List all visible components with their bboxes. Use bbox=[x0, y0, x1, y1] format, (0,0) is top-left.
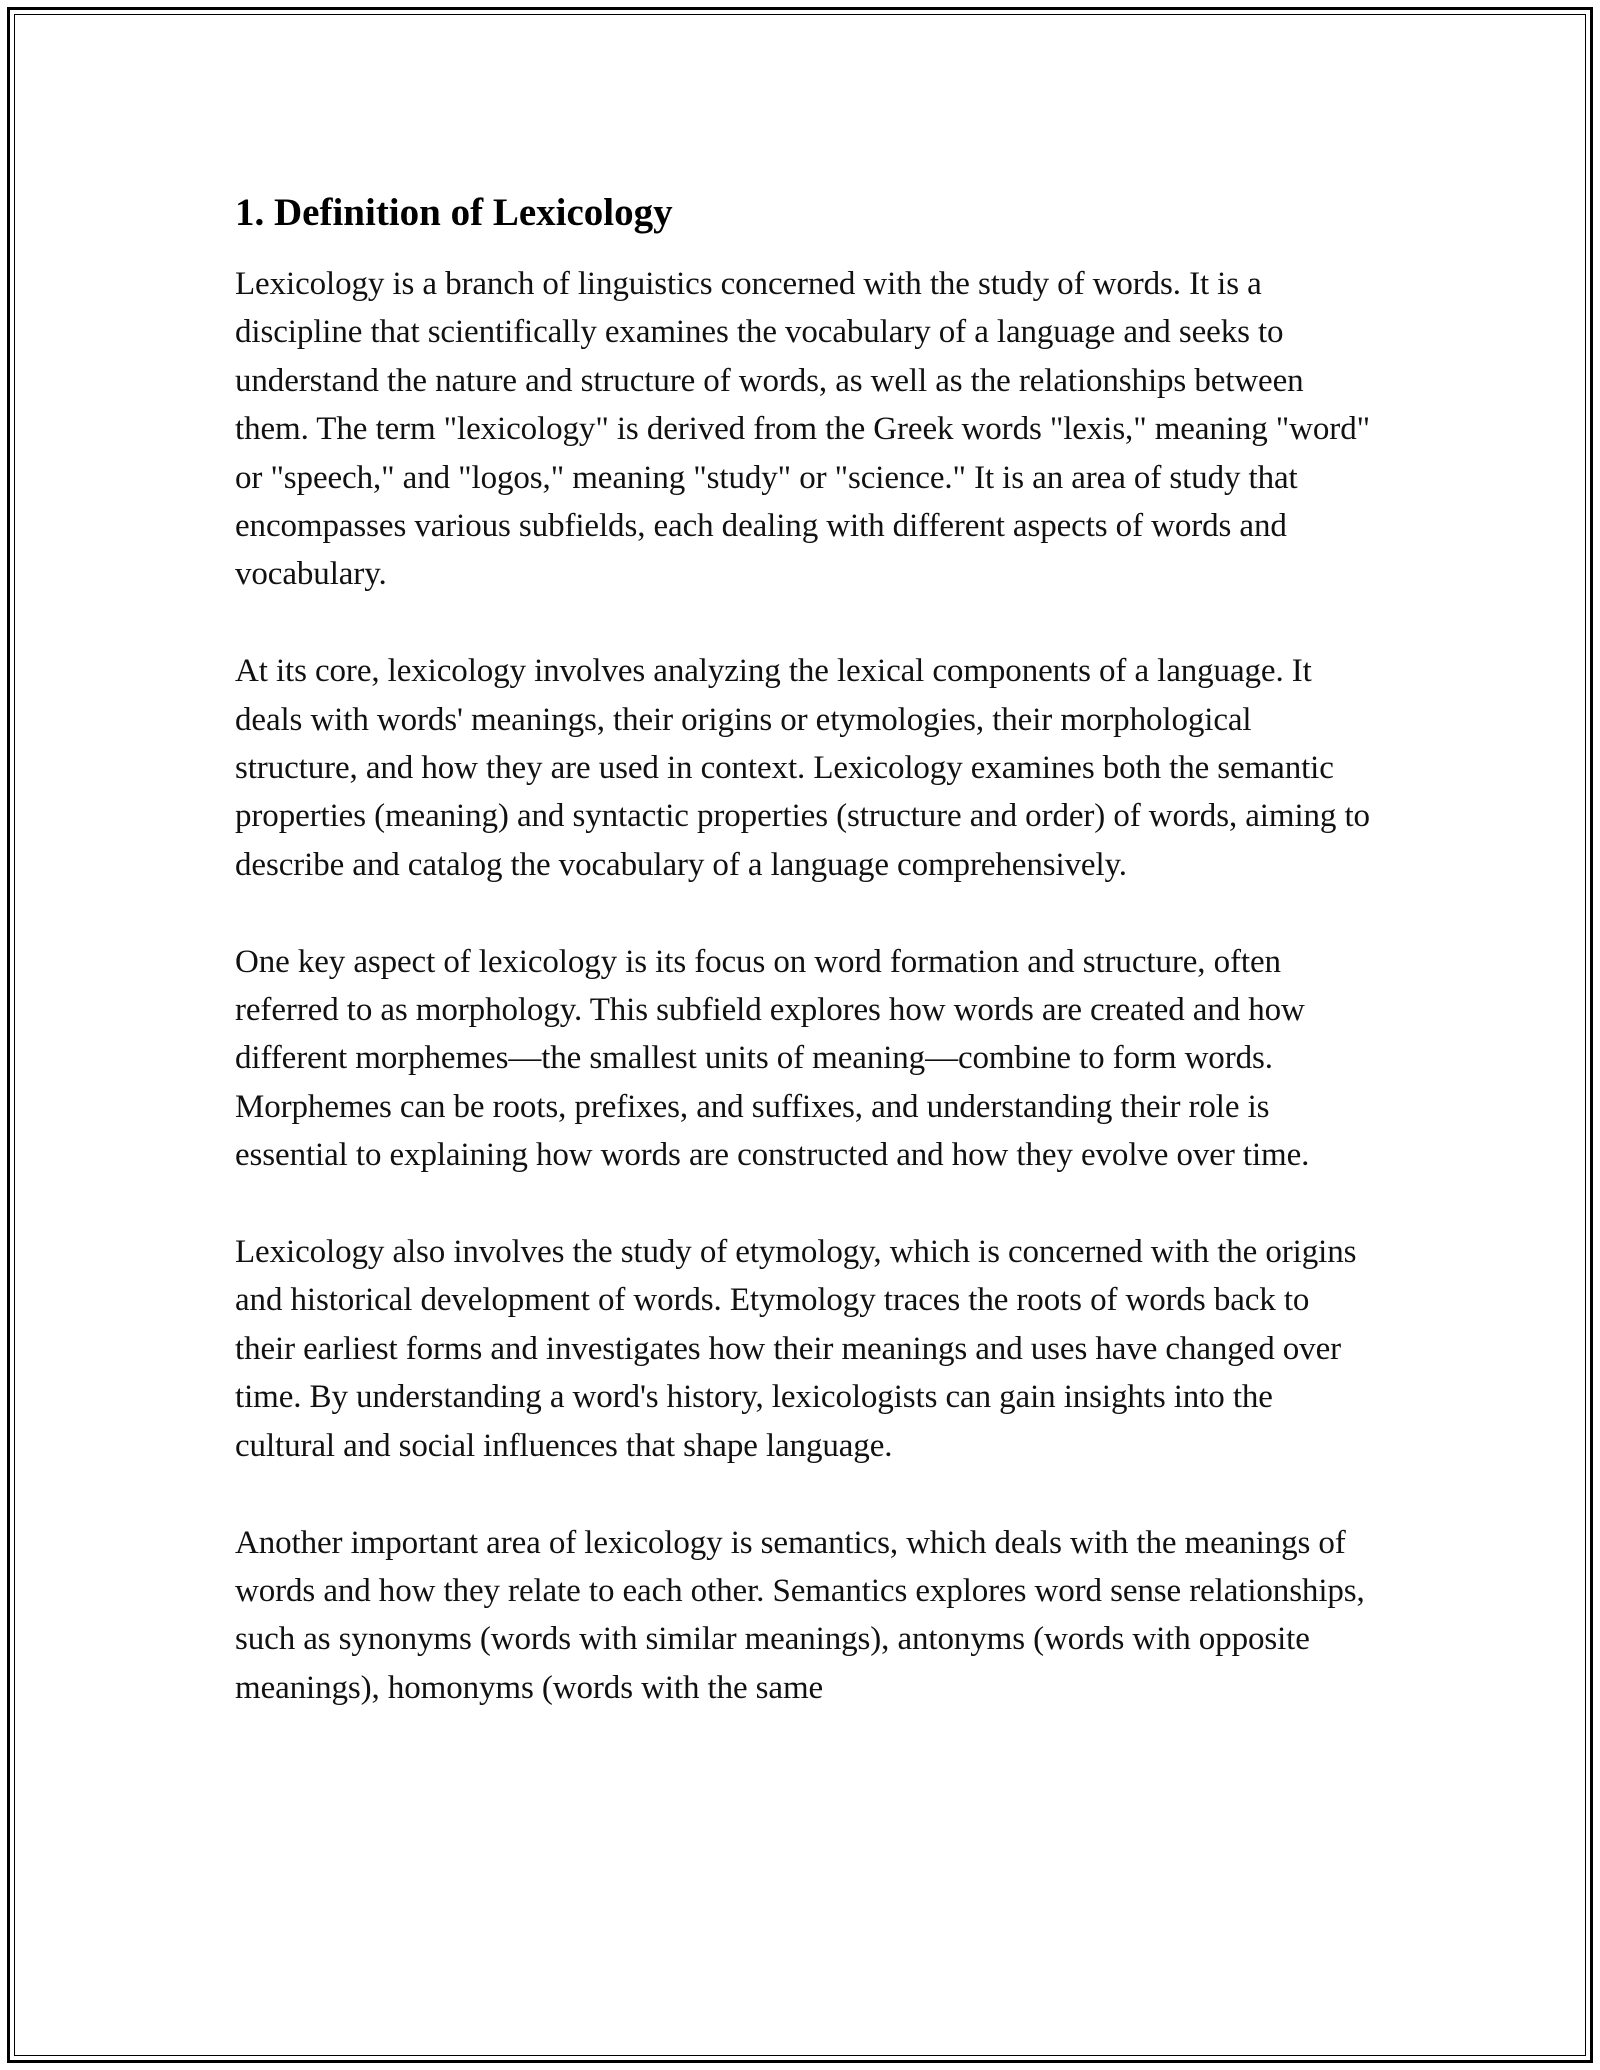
paragraph-definition: Lexicology is a branch of linguistics concerned with the study of words. It is a discipline that scientifically examines the vocabulary of a language and seeks to understand the nature and structure of words, as well as the relationships between them. The term "lexicology" is derived from the Greek words "lexis," meaning "word" or "speech," and "logos," meaning "study" or "science." It is an area of study that encompasses various subfields, each dealing with different aspects of words and vocabulary. bbox=[235, 266, 1370, 593]
section-heading: 1. Definition of Lexicology bbox=[235, 191, 673, 234]
paragraph-semantics: Another important area of lexicology is semantics, which deals with the meanings of words and how they relate to each other. Semantics explores word sense relationships, such as synonyms (words with similar meanings), antonyms (words with opposite meanings), homonyms (words with the same bbox=[235, 1524, 1365, 1706]
paragraph-etymology: Lexicology also involves the study of etymology, which is concerned with the origins and historical development of words. Etymology traces the roots of words back to their earliest forms and investigates how their meanings and uses have changed over time. By understanding a word's history, lexicologists can gain insights into the cultural and social influences that shape language. bbox=[235, 1234, 1357, 1464]
document-body bbox=[235, 186, 1375, 1712]
paragraph-core: At its core, lexicology involves analyzing the lexical components of a language. It deals with words' meanings, their origins or etymologies, their morphological structure, and how they are used in context. Lexicology examines both the semantic properties (meaning) and syntactic properties (structure and order) of words, aiming to describe and catalog the vocabulary of a language comprehensively. bbox=[235, 653, 1370, 883]
paragraph-morphology: One key aspect of lexicology is its focus on word formation and structure, often referred to as morphology. This subfield explores how words are created and how different morphemes—the smallest units of meaning—combine to form words. Morphemes can be roots, prefixes, and suffixes, and understanding their role is essential to explaining how words are constructed and how they evolve over time. bbox=[235, 943, 1310, 1174]
